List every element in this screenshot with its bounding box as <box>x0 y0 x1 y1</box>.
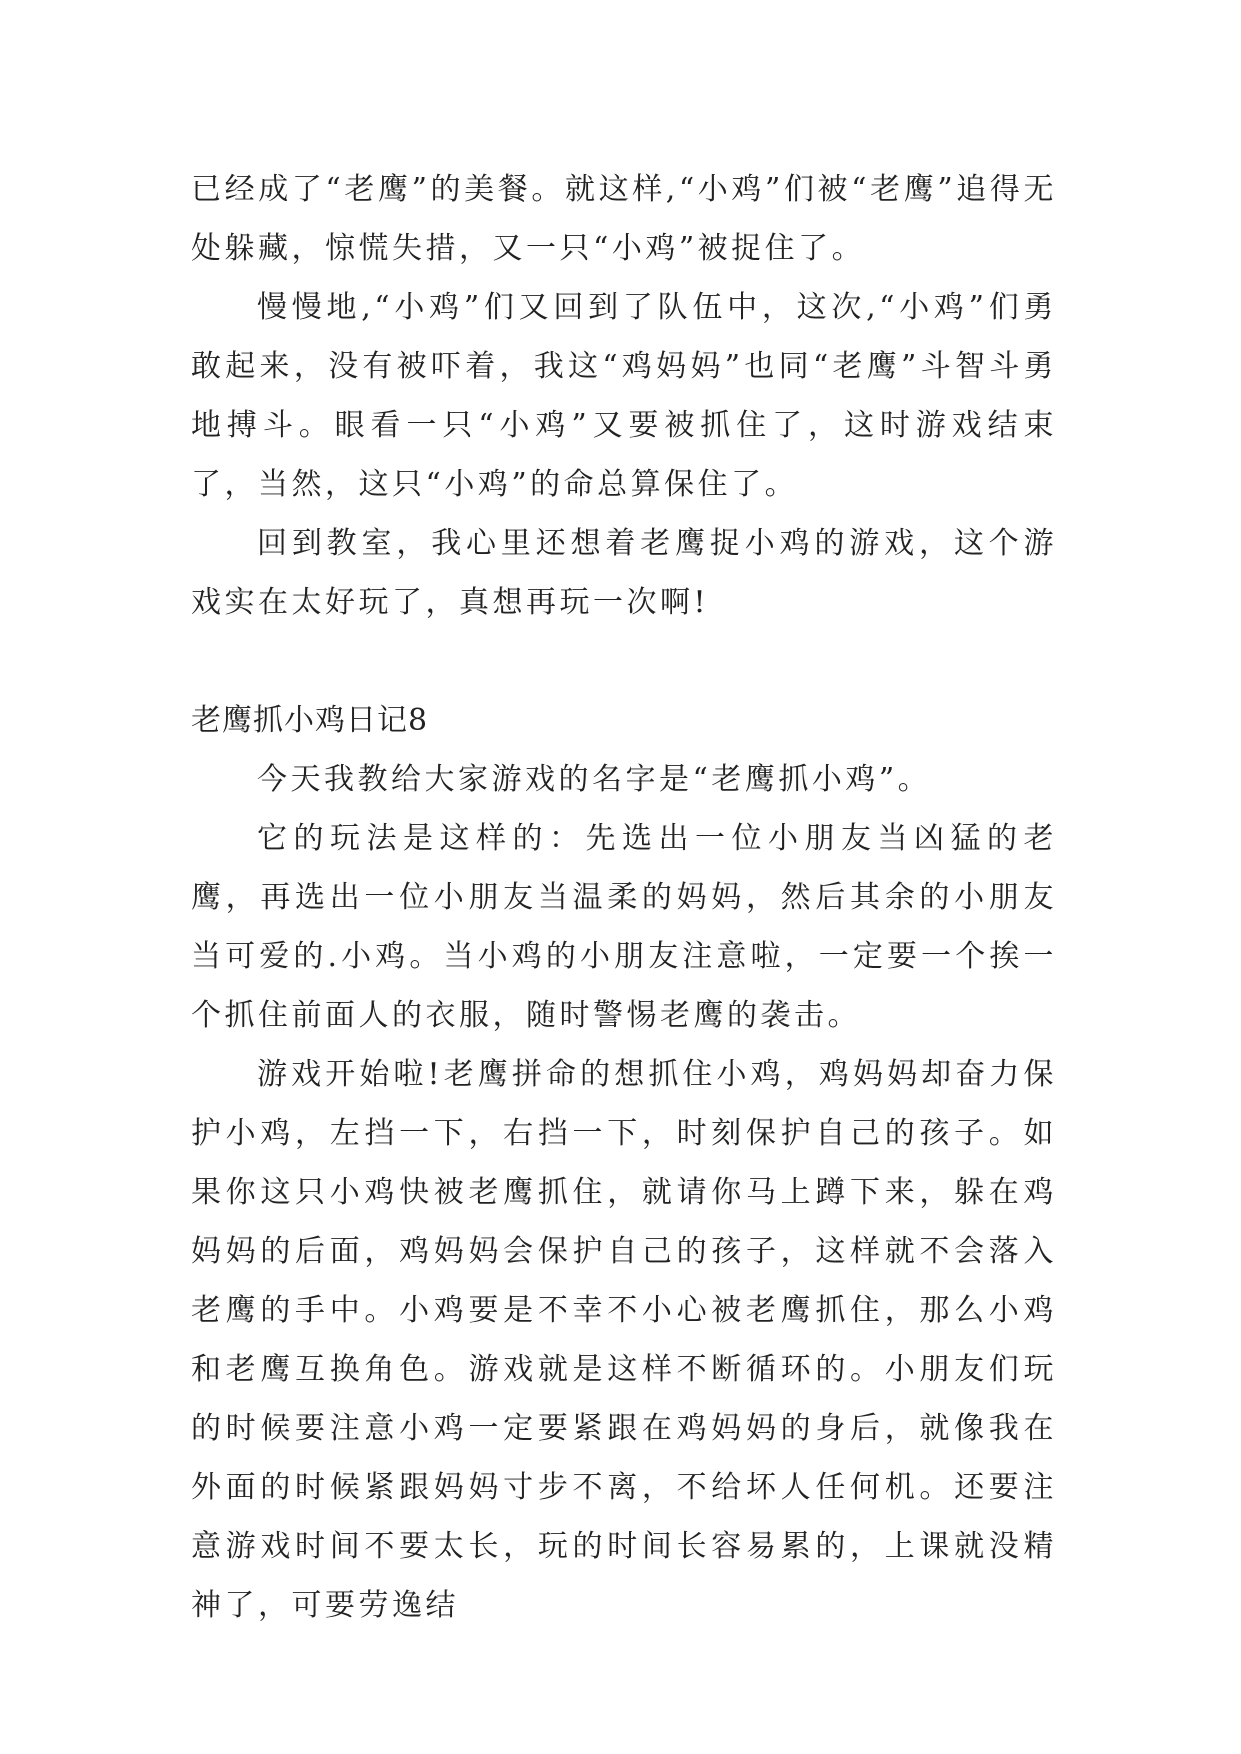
document-body <box>191 160 1057 1635</box>
paragraph-rules: 它的玩法是这样的：先选出一位小朋友当凶猛的老鹰，再选出一位小朋友当温柔的妈妈，然后其余的小朋友当可爱的.小鸡。当小鸡的小朋友注意啦，一定要一个挨一个抓住前面人的衣服，随时警惕老鹰的袭击。 <box>191 821 1057 1033</box>
paragraph-continued: 已经成了“老鹰”的美餐。就这样,“小鸡”们被“老鹰”追得无处躲藏，惊慌失措，又一只“小鸡”被捉住了。 <box>191 172 1057 266</box>
paragraph-game-name: 今天我教给大家游戏的名字是“老鹰抓小鸡”。 <box>257 762 932 797</box>
section-spacer <box>191 632 1057 691</box>
paragraph-game-start: 游戏开始啦!老鹰拼命的想抓住小鸡，鸡妈妈却奋力保护小鸡，左挡一下，右挡一下，时刻保护自己的孩子。如果你这只小鸡快被老鹰抓住，就请你马上蹲下来，躲在鸡妈妈的后面，鸡妈妈会保护自己的孩子，这样就不会落入老鹰的手中。小鸡要是不幸不小心被老鹰抓住，那么小鸡和老鹰互换角色。游戏就是这样不断循环的。小朋友们玩的时候要注意小鸡一定要紧跟在鸡妈妈的身后，就像我在外面的时候紧跟妈妈寸步不离，不给坏人任何机。还要注意游戏时间不要太长，玩的时间长容易累的，上课就没精神了，可要劳逸结 <box>191 1057 1057 1623</box>
paragraph-classroom: 回到教室，我心里还想着老鹰捉小鸡的游戏，这个游戏实在太好玩了，真想再玩一次啊! <box>191 526 1057 620</box>
section-title: 老鹰抓小鸡日记8 <box>191 703 429 738</box>
paragraph-brave-chicks: 慢慢地,“小鸡”们又回到了队伍中，这次,“小鸡”们勇敢起来，没有被吓着，我这“鸡妈妈”也同“老鹰”斗智斗勇地搏斗。眼看一只“小鸡”又要被抓住了，这时游戏结束了，当然，这只“小鸡”的命总算保住了。 <box>191 290 1057 502</box>
